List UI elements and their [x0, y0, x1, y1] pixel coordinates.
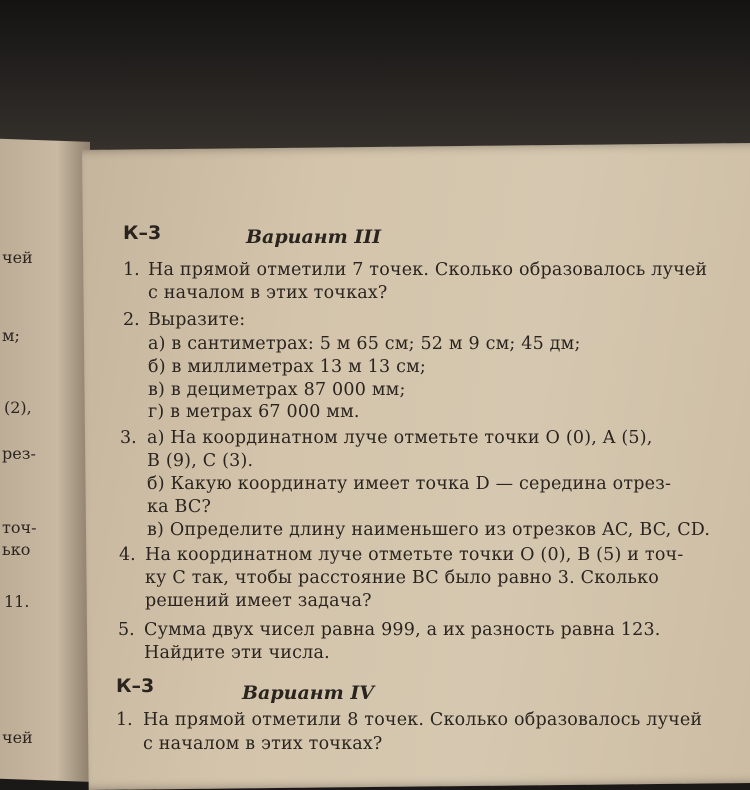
task-number: 4.	[119, 545, 136, 565]
task-line: На координатном луче отметьте точки O (0), B (5) и точ-	[145, 545, 684, 565]
task-line: с началом в этих точках?	[148, 283, 388, 303]
task-line: б) Какую координату имеет точка D — середина отрез-	[147, 474, 672, 494]
left-fragment: ько	[2, 540, 31, 559]
section-code: К–3	[123, 222, 162, 244]
task-line: решений имеет задача?	[145, 591, 372, 611]
task-line: б) в миллиметрах 13 м 13 см;	[148, 357, 426, 377]
task-line: Выразите:	[148, 310, 246, 330]
section-code: К–3	[116, 675, 155, 697]
left-fragment: (2),	[4, 398, 32, 417]
task-line: ка BC?	[147, 497, 212, 517]
left-fragment: точ-	[2, 518, 37, 537]
section-title: Вариант IV	[242, 682, 374, 704]
left-fragment: 11.	[4, 592, 30, 611]
task-line: ку C так, чтобы расстояние BC было равно 3. Сколько	[145, 568, 659, 588]
task-number: 1.	[123, 260, 140, 280]
task-line: в) Определите длину наименьшего из отрезков AC, BC, CD.	[147, 520, 711, 540]
task-number: 3.	[120, 428, 137, 448]
task-number: 5.	[118, 620, 135, 640]
task-line: с началом в этих точках?	[143, 734, 383, 754]
task-number: 2.	[123, 310, 140, 330]
task-number: 1.	[116, 710, 133, 730]
task-line: а) в сантиметрах: 5 м 65 см; 52 м 9 см; 45 дм;	[148, 334, 581, 354]
task-line: г) в метрах 67 000 мм.	[148, 402, 360, 422]
task-line: На прямой отметили 8 точек. Сколько образовалось лучей	[143, 710, 703, 730]
task-line: Найдите эти числа.	[144, 643, 330, 663]
left-fragment: чей	[2, 728, 33, 747]
task-line: в) в дециметрах 87 000 мм;	[148, 380, 406, 400]
left-fragment: м;	[2, 326, 20, 345]
left-fragment: чей	[2, 248, 33, 267]
left-fragment: рез-	[2, 444, 36, 463]
task-line: а) На координатном луче отметьте точки O (0), A (5),	[147, 428, 653, 448]
task-line: Сумма двух чисел равна 999, а их разность равна 123.	[144, 620, 661, 640]
task-line: На прямой отметили 7 точек. Сколько образовалось лучей	[148, 260, 708, 280]
section-title: Вариант III	[246, 226, 382, 248]
task-line: B (9), C (3).	[147, 451, 254, 471]
